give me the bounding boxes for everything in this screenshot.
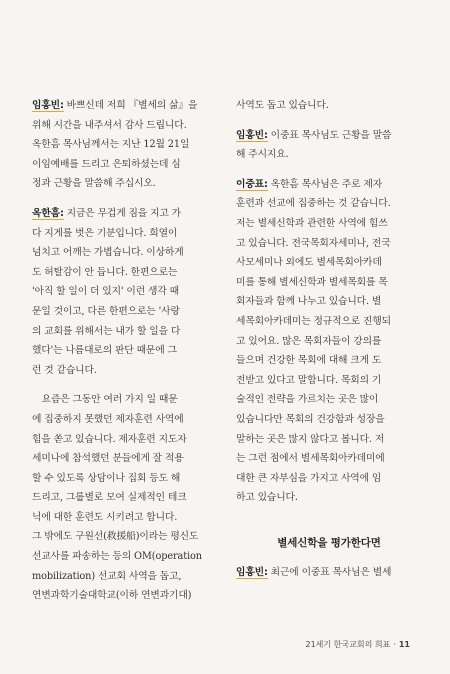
speaker-name: 옥한흠:	[32, 207, 64, 219]
text-line: 세미나에 참석했던 분들에게 잘 적용	[32, 453, 184, 465]
text-line: '아직 할 일이 더 있지' 이런 생각 때	[32, 286, 179, 298]
text-line: 대한 큰 자부심을 가지고 사역에 임	[236, 472, 382, 484]
line-text: 최근에 이중표 목사님은 별세	[267, 567, 392, 579]
text-line: 의 교회를 위해서는 내가 할 일을 다	[32, 325, 181, 337]
text-line: 하고 있습니다.	[236, 492, 298, 504]
text-line: 위해 시간을 내주셔서 감사 드립니다.	[32, 119, 187, 131]
text-line: 닉에 대한 훈련도 시키려고 합니다.	[32, 511, 178, 523]
text-line: 미를 통해 별세신학과 별세목회를 목	[236, 276, 388, 288]
line-text: 바쁘신데 저희 『별세의 삶』을	[63, 100, 198, 111]
text-line: 했다'는 나름대로의 판단 때문에 그	[32, 345, 177, 357]
text-line: 옥한흠 목사님께서는 지난 12월 21일	[32, 139, 190, 151]
dialogue-paragraph	[32, 96, 218, 194]
text-line: 런 것 같습니다.	[32, 364, 97, 376]
dialogue-paragraph	[236, 563, 422, 583]
text-line: 들으며 건강한 목회에 대해 크게 도	[236, 355, 382, 367]
text-line: 회자들과 함께 나누고 있습니다. 별	[236, 296, 382, 308]
text-line: 훈련과 선교에 집중하는 것 같습니다.	[236, 198, 391, 210]
text-line	[236, 563, 422, 583]
text-line: 사모세미나 외에도 별세목회아카데	[236, 257, 382, 269]
page-footer	[305, 639, 410, 650]
line-text: 지금은 무겁게 짐을 지고 가	[63, 207, 181, 219]
text-line: 선교사를 파송하는 등의 OM(operation	[32, 551, 202, 563]
text-line: mobilization) 선교회 사역을 돕고,	[32, 570, 182, 582]
footer-separator: ·	[393, 640, 396, 649]
dialogue-paragraph	[236, 175, 422, 508]
text-line: 사역도 돕고 있습니다.	[236, 100, 329, 111]
section-heading: 별세신학을 평가한다면	[277, 536, 381, 549]
text-line: 드리고, 그룹별로 모여 실제적인 테크	[32, 492, 187, 504]
page-number: 11	[398, 640, 410, 649]
text-line: 도 허탈감이 안 듭니다. 한편으로는	[32, 266, 178, 278]
text-line: 이임예배를 드리고 은퇴하셨는데 심	[32, 158, 181, 170]
text-line	[236, 126, 422, 146]
text-line: 고 있어요. 많은 목회자들이 강의를	[236, 335, 382, 347]
dialogue-paragraph	[236, 126, 422, 165]
text-line: 할 수 있도록 상담이나 집회 등도 해	[32, 472, 181, 484]
text-line: 다 지게를 벗은 기분입니다. 희열이	[32, 227, 178, 239]
text-line: 는 그런 점에서 별세목회아카데미에	[236, 453, 385, 465]
text-paragraph	[236, 96, 422, 116]
right-column	[236, 96, 422, 593]
text-line	[32, 204, 218, 224]
text-line: 전받고 있다고 말합니다. 목회의 기	[236, 374, 382, 386]
text-line: 있습니다만 목회의 건강함과 성장을	[236, 413, 385, 425]
text-line: 연변과학기술대학교(이하 연변과기대)	[32, 590, 192, 602]
line-text: 옥한흠 목사님은 주로 제자	[267, 178, 383, 190]
text-line: 저는 별세신학과 관련한 사역에 힘쓰	[236, 217, 388, 229]
text-line: 세목회아카데미는 정규적으로 진행되	[236, 315, 391, 327]
speaker-name: 임홍빈:	[236, 129, 268, 141]
left-column	[32, 96, 218, 616]
text-line: 해 주시지요.	[236, 149, 289, 161]
footer-title: 21세기 한국교회의 희표	[305, 640, 391, 649]
speaker-name: 임홍빈:	[32, 100, 64, 111]
speaker-name: 이중표:	[236, 178, 268, 190]
text-line: 요즘은 그동안 여러 가지 일 때문	[32, 394, 178, 406]
text-line: 말하는 곳은 많지 않다고 봅니다. 저	[236, 433, 385, 445]
text-line: 술적인 전략을 가르치는 곳은 많이	[236, 394, 379, 406]
text-line	[32, 96, 218, 116]
text-line: 그 밖에도 구원선(救援船)이라는 평신도	[32, 531, 199, 543]
text-line: 문일 것이고, 다른 한편으로는 '사랑	[32, 305, 180, 317]
text-line: 에 집중하지 못했던 제자훈련 사역에	[32, 413, 184, 425]
text-line: 정과 근황을 말씀해 주십시오.	[32, 178, 156, 190]
text-line	[236, 175, 422, 195]
speaker-name: 임홍빈:	[236, 567, 268, 579]
line-text: 이중표 목사님도 근황을 말씀	[267, 129, 392, 141]
text-line: 힘을 쏟고 있습니다. 제자훈련 지도자	[32, 433, 187, 445]
text-line: 넘치고 어깨는 가볍습니다. 이상하게	[32, 247, 184, 259]
text-paragraph	[32, 390, 218, 606]
text-line: 고 있습니다. 전국목회자세미나, 전국	[236, 237, 391, 249]
dialogue-paragraph	[32, 204, 218, 380]
